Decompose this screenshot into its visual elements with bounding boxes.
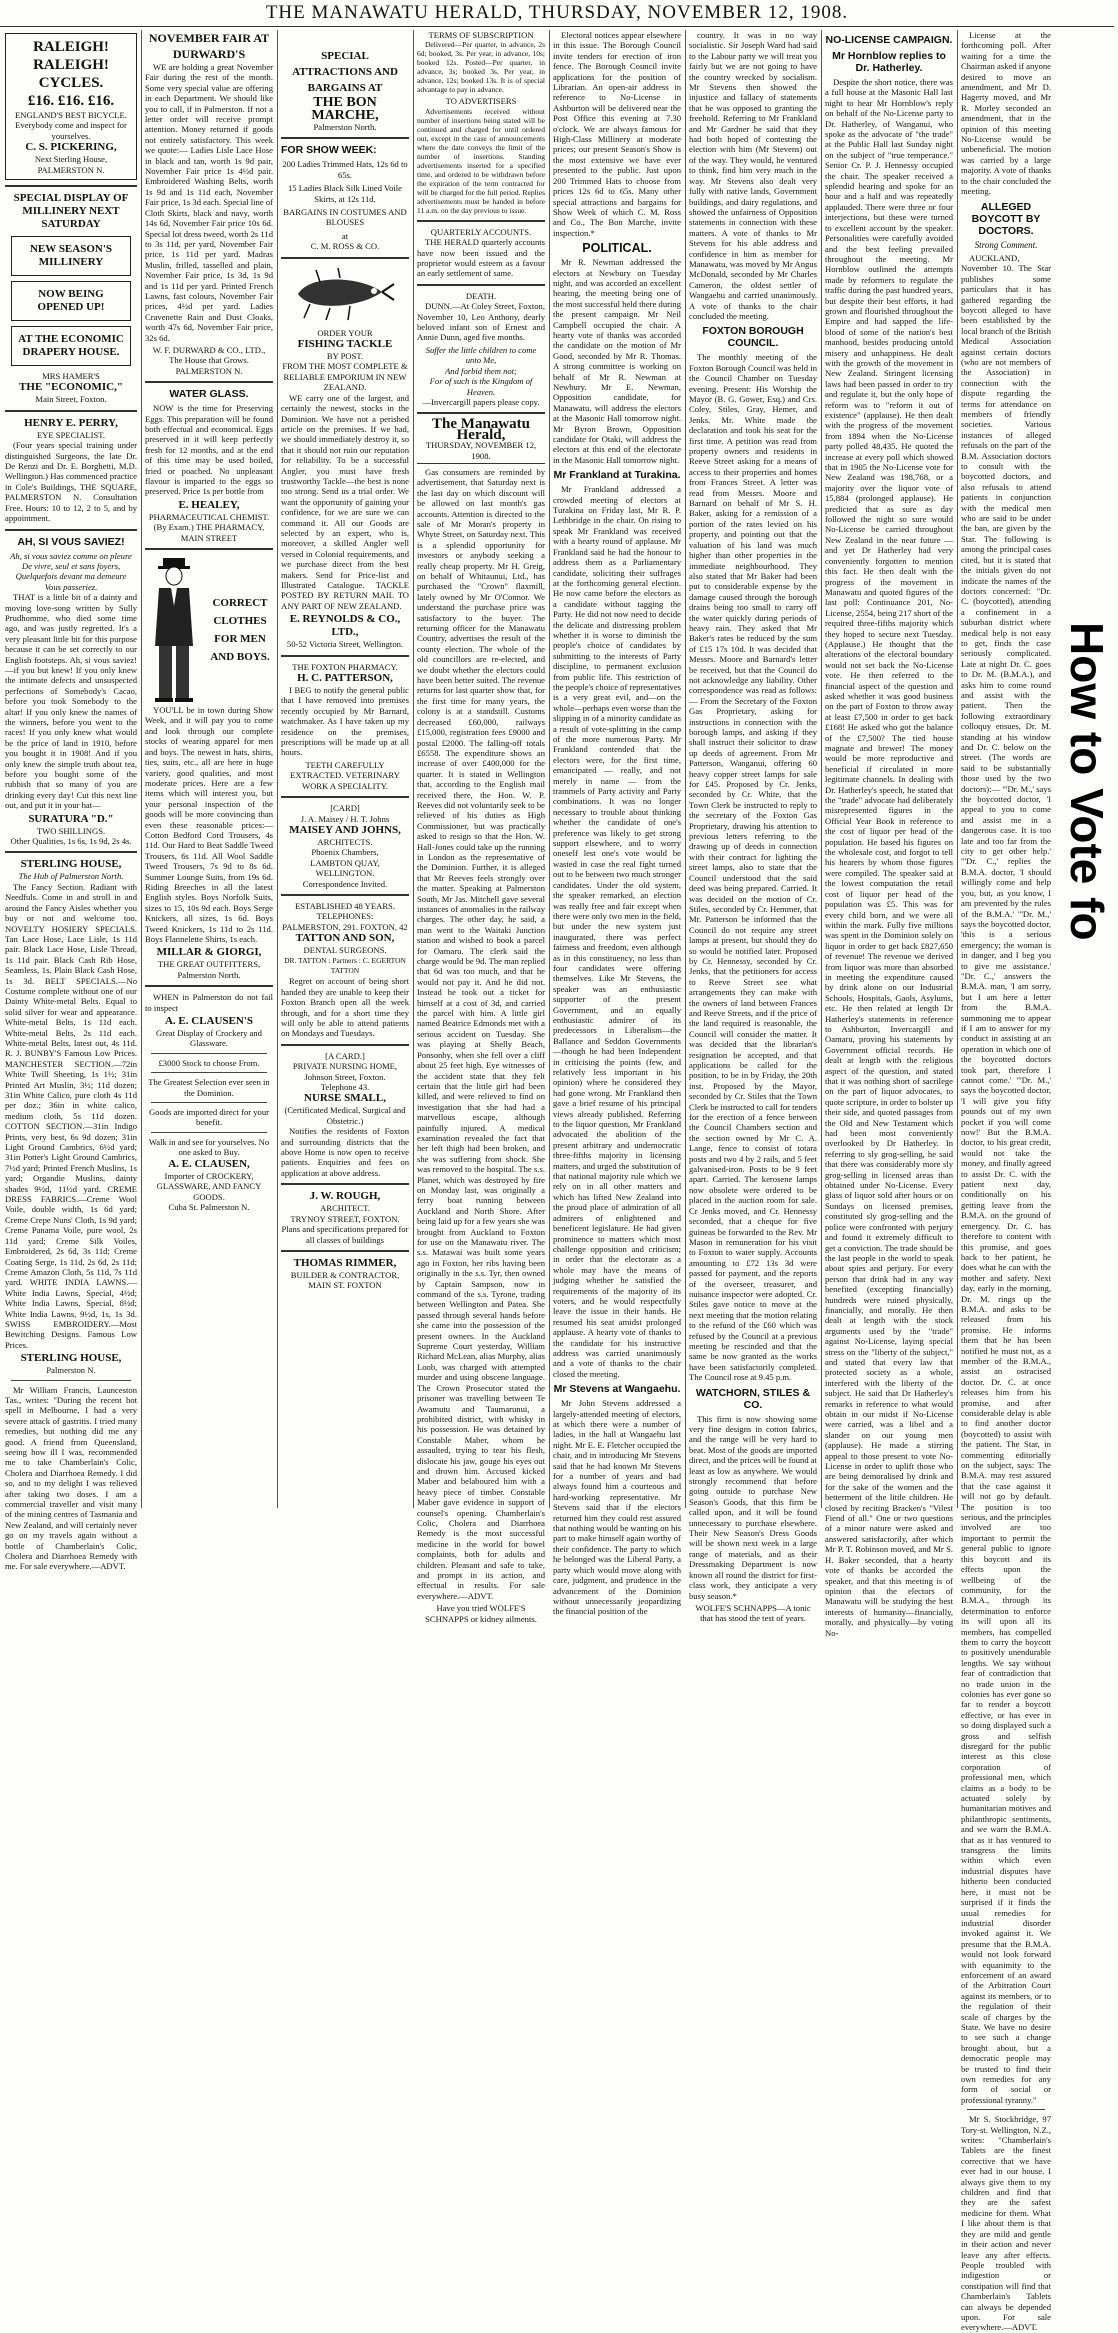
divider	[281, 1183, 409, 1185]
durward-name: W. F. DURWARD & CO., LTD.,	[152, 344, 266, 355]
bon-marche-address: Palmerston North.	[313, 122, 377, 132]
tatton-subtitle: DENTAL SURGEONS.	[303, 945, 387, 956]
rimmer-address: MAIN ST. FOXTON	[308, 1280, 382, 1291]
death-body: DUNN.—At Coley Street, Foxton, November 10, Leo Anthony, dearly beloved infant son of Ernest and Annie Dunn, aged five months.	[417, 301, 545, 343]
foxton-pharmacy: THE FOXTON PHARMACY.	[292, 661, 398, 672]
water-glass-heading: WATER GLASS.	[169, 388, 249, 401]
boycott-heading: ALLEGED BOYCOTT BY DOCTORS.	[971, 200, 1041, 237]
pickering-address: Next Sterling House, PALMERSTON N.	[34, 154, 108, 175]
clausen-goods: Goods are imported direct for your benefit.	[148, 1107, 270, 1128]
show-item-skirts: 15 Ladies Black Silk Lined Voile Skirts, at 12s 11d.	[287, 183, 402, 204]
quarterly-heading: QUARTERLY ACCOUNTS.	[430, 226, 532, 237]
ross-name: C. M. ROSS & CO.	[310, 241, 380, 252]
fishing-emporium: FROM THE MOST COMPLETE & RELIABLE EMPORIUM IN NEW ZEALAND.	[282, 361, 408, 393]
no-license-heading: NO-LICENSE CAMPAIGN.	[825, 34, 953, 46]
clausen-footer-address: Cuba St. Palmerston N.	[168, 1201, 250, 1212]
divider	[281, 894, 409, 896]
divider	[145, 985, 273, 987]
divider	[417, 284, 545, 286]
sterling-body: The Fancy Section. Radiant with Needfuls. Come in and stroll in and around the Fancy Aisles whether you buy or not and welcome too. NOVELTY HOSIERY SPECIALS. Tan Lace Hose, Lace Lisle, 1s 11d pair. Black Lace Hose, Lisle Thread, 1s 11d pair. Black Cash Rib Hose, Seamless, 1s. Plain Black Cash Hose, 1s 3d. BELT SPECIALS.—No Costume complete without one of our Dainty White-metal Belts. Equal to solid silver for wear and appearance. White-metal Belts, 1s 11d each. White-metal Belts, 2s 11d each. White-metal Belts, latest out, 4s 11d. R. J. BUNBY'S Famous Low Prices. MANCHESTER SECTION.—72in White Twill Sheeting, 1s 1½; 31in Printed Art Muslin, 3½; 11d dozen; 31in White Calico, pure cloth 4s 11d per doz.; 36in in white calico, medium cloth, 5s 11d dozen. COTTON SECTION.—31in Indigo Prints, very best, 6s 9d dozen; 31in Light Ground Cambrics, 6½d yard; 31in Potter's Light Ground Cambrics, 7½d yard; Printed French Muslins, 1s yard; Organdie Muslins, dainty shades 9½d, 11½d yard. CREME DRESS FABRICS.—Creme Wool Voile, double width, 1s 6d yard; Creme Crepe Nuns' Cloth, 1s 9d yard; Creme Panama Voile, pure wool, 2s 11d yard; Creme Silk Voiles, Embroidered, 2s 6d, 3s 11d; Creme Coating Serge, 1s 11d, 2s 6d, 2s 11d; Creme Amazon Cloth, 5s 11d, 7s 11d yard. WHITE INDIA LAWNS.—White India Lawns, Special, 4½d; White India Lawns, Special, 8½d; White India Lawns, 9½d, 1s, 1s 3d. SWISS EMBROIDERY.—Most Bewitching Designs. Famous Low Prices.	[5, 881, 137, 1350]
clausen-footer-name: A. E. CLAUSEN,	[168, 1157, 250, 1170]
hornblow-body: Despite the short notice, there was a full house at the Masonic Hall last night to hear Mr Hornblow's reply on behalf of the No-License party to Dr. Hatherley, of Wanganui, who spoke as the advocate of "the trade" at the Public Hall last Sunday night on the subject of "true temperance." Senior Cr. P. J. Hennessy occupied the chair. The speaker received a splendid hearing and spoke for an hour and a half and was repeatedly applauded. There were three or four interjections, but these were turned to excellent account by the speaker. Personalities were carefully avoided and the best feeling prevailed throughout the meeting. Mr Hornblow outlined the attempts made by reformers to regulate the traffic during the past hundred years, but despite their best efforts, it had grown and flourished throughout the Empire and had sapped the life-blood of some of the nation's best manhood, besides producing untold misery and unhappiness. He dealt with the growth of the movement in New Zealand. Stringent licensing laws had been passed in order to try and regulate it, but the only hope of reform was to "reform it out of existence" (applause). He then dealt with the progress of the movement from 1894 when the No-License party polled 48,435. He quoted the increase at every poll which showed that in 1905 the No-License vote for New Zealand was 198,768, or a majority over the liquor vote of 15,884 (prolonged applause). He predicted that as sure as day followed the night so sure would No-License be carried throughout New Zealand in the near future — and yet Dr Hatherley had very conveniently forgotten to mention this fact. He then dealt with the progress of the movement in Manawatu and quoted figures of the last poll: Continuance 201, No-License, 2554, being 217 short of the required three-fifths majority which they hoped to secure next Tuesday. (Applause.) He thought that the alterations of the electoral boundary would not set back the No-License vote. He then referred to the financial aspect of the question and asked whether it was good business on the part of Foxton to throw away at least £7,500 in order to get back £168! He asked who got the balance of the £7,500? The tied house magnate and brewer! The money would be more reproductive and beneficial if circulated in more legitimate channels. In dealing with Dr. Hatherley's speech, he stated that the "trade" advocate had deliberately misrepresented figures in the Official Year Book in reference to the cost of liquor per head of the population. He based his figures on the wholesale cost, and forgot to tell his hearers by whom those figures were compiled. The speaker said at the lowest computation the retail cost of liquor per head of the population was £5. This was for every child born, and we were all within the mark. Fully five millions was spent in the Dominion solely on liquor in order to get back £827,650 of revenue! The revenue we derived from liquor was more than absorbed in meeting the expenditure caused by drink alone on our Industrial Schools, Hospitals, Gaols, Asylums, etc. He then related at length Dr Hatherley's statements in reference to Ashburton, Invercargill and Oamaru, proving his statements by Government official records. He dealt at length with the religious aspect of the question, and stated that it was nothing short of sacrilege on the part of liquor advocates, to quote scripture, in order to bolster up their side, and quoted passages from the Old and New Testament which had been most conveniently overlooked by Dr Hatherley. In referring to sly grog-selling, he said that there was considerably more sly grog-selling in licensed areas than obtained under No-License. Every glass of liquor sold after hours or on Sundays on licensed premises, constituted sly grog-selling and the police were confronted with perjury and found it extremely difficult to get a conviction. The trade should be the last people in the world to speak about spies and perjury. For every person that drink had in any way benefited (excepting financially) hundreds were ruined physically, financially, and morally. He then dealt at length with the stock arguments used by the "trade" against No-License, laying special stress on the "liberty of the subject," and stated that every law that protected society as a whole, interfered with the liberty of the subject. He said that Dr Hatherley's remarks in reference to what would obtain in our midst if No-License were carried, was a libel and a slander on our young men (applause). He made a stirring appeal to those present to vote No-License in order to uplift those who are being demoralised by drink and for the sake of the women and the betterment of the little children. He closed by reciting Bracken's "Vilest Fiend of all." One or two questions of a minor nature were asked and answered satisfactorily, after which Mr P. T. Robinson moved, and Mr S. H. Baker seconded, that a hearty vote of thanks be accorded the speaker, and that this meeting is of opinion that the electors of Manawatu will be studying the best interests of humanity—financially, morally, and physically—by voting No-	[825, 77, 953, 1638]
clothes-advert	[145, 555, 273, 705]
raleigh-tagline: ENGLAND'S BEST BICYCLE.	[15, 110, 127, 120]
raleigh-heading: RALEIGH! RALEIGH! CYCLES.	[33, 39, 109, 91]
francis-testimonial: Mr William Francis, Launceston Tas., writes: "During the recent hot spell in Melbourne, I had a very severe attack of gastritis. I tried many remedies, but nothing did me any good. A friend from Queensland, seeing how ill I was, recommended me to take Chamberlain's Colic, Cholera and Diarrhoea Remedy. I did so, and to my delight I was relieved after taking two doses. I am a commercial traveller and visit many of the mining centres of Tasmania and New Zealand, and will certainly never go on my travels again without a bottle of Chamberlain's Colic, Cholera and Diarrhoea Remedy with me. For sale everywhere.—ADVT.	[5, 1384, 137, 1572]
durward-subtitle: The House that Grows. PALMERSTON N.	[169, 355, 249, 376]
watchorn-heading: WATCHORN, STILES & CO.	[695, 1386, 811, 1411]
column-rule	[685, 30, 686, 1508]
no-license-continued: License at the forthcoming poll. After waiting for a time the Chairman asked if anyone desired to move an amendment, and Mr D. Hagerty moved, and Mr R. Morley seconded an amendment, that in the opinion of this meeting No-License would be unbeneficial. The motion was carried by a large majority. A vote of thanks to the chair concluded the meeting.	[961, 30, 1051, 197]
perry-title: EYE SPECIALIST.	[36, 429, 106, 440]
rough-address: TRYNOY STREET, FOXTON.	[290, 1213, 400, 1224]
divider	[281, 257, 409, 259]
sterling-name: STERLING HOUSE,	[20, 858, 122, 871]
fishing-lure-icon	[290, 264, 400, 324]
show-item-costumes: BARGAINS IN COSTUMES AND BLOUSES	[283, 207, 407, 228]
millinery-box: NEW SEASON'S MILLINERY	[11, 236, 131, 276]
column-3	[281, 30, 409, 1510]
maisey-chambers: Phoenix Chambers,	[311, 847, 379, 858]
drapery-box: AT THE ECONOMIC DRAPERY HOUSE.	[11, 326, 131, 366]
suratura-name: SURATURA "D."	[28, 812, 114, 825]
patterson-name: H. C. PATTERSON,	[297, 672, 393, 685]
maisey-name: MAISEY AND JOHNS,	[289, 823, 401, 836]
nursing-address: Johnson Street, Foxton.	[304, 1071, 386, 1082]
divider	[151, 1072, 267, 1073]
healey-name: E. HEALEY,	[178, 498, 240, 511]
wangaehu-body: Mr John Stevens addressed a largely-attended meeting of electors, at which there were a number of ladies, in the hall at Wangaehu last night. Mr E. E. Fletcher occupied the chair, and in introducing Mr Stevens said that he had known Mr Stevens for a number of years and had always found him a courteous and hard-working representative. Mr Stevens said that if the electors returned him they could rest assured that nothing would be wanting on his part to make himself again worthy of their confidence. The party to which he belonged was the Liberal Party, a party which would move along with care, judgment, and prudence in the advancement of the Dominion without unnecessarily jeopardizing the financial position of the	[553, 1398, 681, 1617]
sterling-footer-address: Palmerston N.	[46, 1365, 96, 1376]
schnapps-note: Have you tried WOLFE'S SCHNAPPS or kidney ailments.	[425, 1603, 537, 1624]
divider	[145, 548, 273, 550]
saviez-heading: AH, SI VOUS SAVIEZ!	[17, 535, 125, 548]
divider	[151, 1102, 267, 1103]
clausen-stock: £3000 Stock to choose From.	[158, 1057, 260, 1068]
clausen-footer-subtitle: Importer of CROCKERY, GLASSWARE, AND FANCY GOODS.	[156, 1170, 262, 1202]
turakina-body: Mr Frankland addressed a crowded meeting of electors at Turakina on Friday last, Mr R. P. Lethbridge in the chair. On rising to speak Mr Frankland was received with a hearty round of applause. Mr Frankland said he had the honour to address them as a Parliamentary candidate, soliciting their suffrages at the forthcoming general election. He now came before the electors as a candidate without tagging the Party. He did not now need to decide the delicate and distressing problem whether it is worse to diminish the people's choice of candidates by submitting to the interests of Party discipline, to permanent exclusion from public life. This restriction of the people's choice of representatives is a very great evil, and—on the whole—perhaps even worse than the slipping in of a minority candidate as a result of vote-splitting in the camp of the more numerous Party. Mr Frankland contended that the electors were, for the first time, emancipated — really, and not merely in name — from the trammels of Party activity and Party combinations. It was no longer necessary to trouble about thinking whether the candidate of one's preference was likely to get strong support elsewhere, and to worry oneself lest one's vote would be wasted in case the real fight turned out to be between two much stronger candidates. Under the old system, the speaker remarked, an election was really free and fair except when there were only two men in the field, but under the new system just inaugurated, there was perfect fairness and freedom, even although as in this constituency, no less than four candidates were offering themselves. Like Mr Stevens, the speaker was an enthusiastic supporter of the present Government, and an equally enthusiastic admirer of its predecessors in Liberalism—the Ballance and Seddon Governments—though he had been Independent in criticising the points (few, and relatively less important in his opinion) where he considered they had gone wrong. Mr Frankland then gave a brief resume of his principal views already published. Referring to the liquor question, Mr Frankland advocated the abolition of the present arbitrary and undemocratic three-fifths majority in licensing matters, and urged the substitution of that national majority rule which we rely on in all other matters and which has lifted New Zealand into the proud place of admiration of all admirers of enlightened and beneficent legislature. He had given prominence to matters which most challenge opposition and criticism; in order that the electorate as a whole may have the means of judging whether he satisfied the requirements of the majority of its voters, and he would respectfully leave the issue in their hands. He resumed his seat amidst prolonged applause. A hearty vote of thanks to the candidate for his instructive address was carried unanimously and a vote of thanks to the chair closed the meeting.	[553, 484, 682, 1379]
clausen-selection: The Greatest Selection ever seen in the Dominion.	[148, 1077, 270, 1098]
nursing-home: PRIVATE NURSING HOME,	[292, 1061, 398, 1072]
nurse-name: NURSE SMALL,	[304, 1092, 386, 1105]
watchorn-body: This firm is now showing some very fine designs in cotton fabrics, and the range will be very hard to beat. Most of the goods are imported direct, and the prices will be found at least as low as anywhere. We would strongly recommend that before going outside to purchase New Season's Goods, that this firm be called upon, and it will be found unnecessary to purchase elsewhere. Their New Season's Dress Goods will be shown next week in a large range of materials, and as their Dressmaking Department is now known all round the district for first-class work, they anticipate a very busy season.*	[689, 1413, 817, 1601]
tatton-telephones: PALMERSTON, 291. FOXTON, 42	[282, 921, 408, 932]
clausen-name: A. E. CLAUSEN'S	[164, 1015, 254, 1028]
raleigh-invite: Everybody come and inspect for yourselves.	[15, 120, 127, 141]
show-item-hats: 200 Ladies Trimmed Hats, 12s 6d to 65s.	[282, 159, 408, 180]
reynolds-name: E. REYNOLDS & CO., LTD.,	[289, 613, 401, 639]
november-fair-heading: NOVEMBER FAIR AT DURWARD'S	[148, 31, 270, 61]
economic-name: THE "ECONOMIC,"	[19, 381, 123, 394]
foxton-council-body: The monthly meeting of the Foxton Borough Council was held in the Council Chamber on Tuesday evening. Present: His Worship the Mayor (B. G. Gower, Esq.) and Crs. Coley, Stiles, Gray, Hemer, and Jenks. Mr. White made the declaration and took his seat for the first time. A petition was read from property owners and residents in Reeve Street asking for a means of access to their properties and homes from Frances Street. A letter was read from Messrs. Moore and Barnard on behalf of Mr S. H. Baker, asking for a remission of a portion of the rates levied on his property, and pointing out that the valuation of his land was much higher than other properties in the immediate neighbourhood. They also stated that Mr Baker had been put to considerable expense by the damage caused through the borough drains being too small to carry off the water quickly during periods of heavy rain. They asked that Mr Baker's rates be reduced by the sum of £15 17s 10d. It was decided that Messrs. Moore and Barnard's letter be received, but that the Council do not acknowledge any liability. Other correspondence was read as follows:— From the Secretary of the Foxton Gas Proprietary, asking for instructions in connection with the borough lamps, and asking if they shall instruct their solicitor to draw up deeds of agreement. From Mr Patterson, Wanganui, offering 60 heavy copper street lamps for sale for £45. Proposed by Cr. Jenks, seconded by Cr. White, that the Town Clerk be instructed to reply to the secretary of the Foxton Gas Proprietary, drawing his attention to previous letters referring to the drawing up of deeds in connection with their contract for lighting the street lamps, also to state that the Council understood that the said deed was being prepared. Carried. It was decided on the motion of Cr. Stiles, seconded by Cr. Hemmer, that Mr. Patterson be informed that the Council do not require any street lamps at present, but should they do so would be notified later. Proposed by Cr. Hennessy, seconded by Cr. Jenks, that the petitioners for access to Reeve Street see what arrangements they can make with the owners of land between Frances and Reeve Streets, and if the price of the land required is reasonable, the Council will consider the matter. It was decided that the librarian's resignation be accepted, and that applications be called for the position, to be in by Friday, the 20th inst. Proposed by the Mayor, seconded by Cr. Stiles that the Town Clerk be instructed to call for tenders for the erection of a fence between the Council Chambers section and the section owned by Mr C. A. Lange, fence to consist of totara posts and two 4 by 2 rails, and 5 feet galvanised-iron. Posts to be 9 feet apart. Carried. The kerosene lamps now obsolete were ordered to be placed in the auction room for sale. Cr Jenks moved, and Cr. Hennessy seconded, that a cheque for five guineas be forwarded to the Rev. Mr Mason in remuneration for his visit to Foxton to water supply. Accounts amounting to £72 13s 3d were passed for payment, and the reports of the overseer, treasurer, and nuisance inspector were adopted. Cr. Stiles gave notice to move at the next meeting that the motion relating to the refund of the £60 which was refused by the Council at a previous meeting be rescinded and that the same be now granted as the works have been satisfactorily completed. The Council rose at 9.45 p.m.	[689, 352, 817, 1383]
pickering-name: C. S. PICKERING,	[25, 141, 117, 154]
maisey-subtitle: ARCHITECTS.	[317, 836, 373, 847]
bon-marche-name: THE BON MARCHE,	[311, 95, 379, 123]
column-2	[145, 30, 273, 1510]
divider	[281, 655, 409, 657]
column-rule	[957, 30, 958, 1508]
rough-subtitle: ARCHITECT.	[320, 1203, 370, 1214]
quarterly-body: THE HERALD quarterly accounts have now been issued and the proprietor would esteem as a favour an early settlement of same.	[417, 237, 545, 279]
death-note: —Invercargill papers please copy.	[422, 396, 540, 407]
fishing-tackle: FISHING TACKLE	[297, 338, 393, 351]
wangaehu-heading: Mr Stevens at Wangaehu.	[553, 1383, 681, 1396]
card-label: [CARD]	[330, 803, 360, 814]
wangaehu-continued: country. It was in no way socialistic. Sir Joseph Ward had said to the Labour party we will treat you fairly but we are not going to have the country wrecked by socialism. Mr Stevens then showed the injustice and fallacy of statements that he was opposed to granting the freehold. Referring to Mr Frankland and Mr Gardner he said that they had both hoped of contesting the election with him (Mr Stevens) out of the way. They would, he ventured to think, find him very much in the way. Mr Stevens also dealt very fully with native lands, Government buildings, and dairy regulations, and showed the unfairness of Opposition statements in connection with these matters. A vote of thanks to Mr Stevens for his able address and confidence in him as member for Manawatu, was moved by Mr Angus McDonald, seconded by Mr Charles Cameron, the oldest settler of Wangaehu and carried unanimously. A vote of thanks to the chair concluded the meeting.	[689, 30, 817, 321]
tatton-name: TATTON AND SON,	[295, 932, 395, 945]
column-5	[553, 30, 682, 1617]
terms-body: Delivered—Per quarter, in advance, 2s 6d; booked, 3s. Per year, in advance, 10s; booked 12s. Posted—Per quarter, in advance, 3s; booked 3s. Per year, in advance, 12s; booked 13s. It is of special advantage to pay in advance.	[417, 40, 545, 95]
fishing-order: ORDER YOUR	[317, 327, 373, 338]
paper-date: THURSDAY, NOVEMBER 12, 1908.	[417, 440, 545, 464]
divider	[417, 412, 545, 414]
column-4	[417, 30, 545, 1624]
fishing-post: BY POST.	[326, 351, 364, 362]
column-rule	[549, 30, 550, 1508]
bon-heading: SPECIAL ATTRACTIONS AND BARGAINS AT	[292, 50, 398, 94]
divider	[5, 529, 137, 531]
tatton-partners: DR. TATTON : Partners : C. EGERTON TATTON	[284, 955, 406, 975]
column-8	[961, 30, 1051, 2333]
death-verse: Suffer the little children to come unto Me, And forbid them not; For of such is the Kingdom of Heaven.	[425, 344, 537, 397]
millar-name: MILLAR & GIORGI,	[156, 946, 262, 959]
divider	[145, 381, 273, 383]
perry-name: HENRY E. PERRY,	[24, 416, 118, 429]
patterson-body: I BEG to notify the general public that I have removed into premises recently occupied by Mr Barnard, watchmaker. As I have taken up my residence on the premises, prescriptions will be made up at all hours.	[281, 685, 409, 758]
maisey-partners: J. A. Maisey / H. T. Johns	[300, 813, 390, 824]
rough-body: Plans and specifications prepared for all classes of buildings	[281, 1224, 409, 1245]
raleigh-prices: £16. £16. £16.	[27, 93, 115, 109]
healey-subtitle: PHARMACEUTICAL CHEMIST. (By Exam.) THE PHARMACY, MAIN STREET	[148, 511, 270, 543]
rimmer-name: THOMAS RIMMER,	[293, 1256, 397, 1269]
millar-body: YOU'LL be in town during Show Week, and it will pay you to come and look through our complete stocks of wearing apparel for men and boys. The newest in hats, shirts, ties, suits, etc., all are here in huge variety, good qualities, and most moderate prices. Here are a few items which will interest you, but your personal inspection of the goods will be more convincing than even these reasonable prices:— Cotton Bedford Cord Trousers, 4s 11d. Our Hard to Beat Saddle Tweed Trousers, 6s 11d. All Wool Saddle Tweed Trousers, 7s 9d to 8s 6d. Summer Lounge Suits, from 19s 6d. Riding Breeches in all the latest English styles. Boys Norfolk Suits, sizes to 15, 10s 9d each. Boys Serge Knickers, all sizes, 1s 6d. Boys Tweed Knickers, 1s 11d to 2s 11d. Boys Flannelette Shirts, 1s each.	[145, 705, 273, 944]
column-rule	[413, 30, 414, 1508]
divider	[967, 2109, 1045, 2110]
opening-box: NOW BEING OPENED UP!	[11, 281, 131, 321]
millinery-display-heading: SPECIAL DISPLAY OF MILLINERY NEXT SATURDAY	[13, 192, 129, 231]
divider	[417, 220, 545, 222]
vertical-overlay-label: How to Vote fo	[1061, 622, 1113, 941]
clausen-walk: Walk in and see for yourselves. No one asked to Buy.	[148, 1136, 270, 1158]
rimmer-subtitle: BUILDER & CONTRACTOR,	[290, 1269, 400, 1280]
divider	[11, 1380, 131, 1381]
rough-name: J. W. ROUGH,	[309, 1190, 381, 1203]
suratura-other: Other Qualities, 1s 6s, 1s 9d, 2s 4s.	[10, 836, 132, 847]
vertical-overlay-text	[1050, 600, 1118, 950]
nursing-telephone: Telephone 43.	[320, 1082, 370, 1093]
divider	[281, 1250, 409, 1252]
boycott-subheading: Strong Comment.	[974, 239, 1038, 250]
local-notices: Electoral notices appear elsewhere in this issue. The Borough Council invite tenders for erection of iron fence. The Borough Council invite applications for the position of Librarian. An open-air address in reference to No-License in Ashburton will be delivered near the Post Office this evening at 7.30 o'clock. We are always famous for High-Class Millinery at moderate prices; our present Season's Show is the most extensive we have ever presented to the public. Just upon 200 Trimmed Hats to choose from prices 12s 6d to 65s. Many other special attractions and bargains for Show Week of which C. M. Ross and Co., The Bon Marche, invite inspection.*	[553, 30, 681, 238]
column-6	[689, 30, 817, 1624]
maisey-correspondence: Correspondence Invited.	[302, 878, 388, 889]
show-at: at	[341, 230, 349, 241]
divider	[5, 851, 137, 853]
reynolds-address: 50-52 Victoria Street, Wellington.	[286, 639, 404, 650]
divider	[151, 1053, 267, 1054]
divider	[151, 1132, 267, 1133]
sterling-subtitle: The Hub of Palmerston North.	[18, 871, 124, 882]
political-body: Mr R. Newman addressed the electors at Newbury on Tuesday night, and was accorded an excellent hearing, the meeting being one of the most successful held there during the present campaign. Mr Neil Campbell occupied the chair. A hearty vote of thanks was accorded the candidate on the motion of Mr Good, seconded by Mr R. Thomas. A strong committee is working on behalf of Mr R. Newman at Newbury. Mr E. Newman, Opposition candidate, for Manawatu, will address the electors at the Masonic Hall tomorrow night. Mr Byron Brown, Opposition candidate for Otaki, will address the electors at this end of the electorate in the Masonic Hall tomorrow night.	[553, 257, 681, 465]
clausen-intro: WHEN in Palmerston do not fail to inspect	[145, 992, 273, 1013]
card2-label: [A CARD.]	[325, 1050, 365, 1061]
terms-heading: TERMS OF SUBSCRIPTION	[428, 30, 534, 40]
column-7	[825, 30, 953, 1638]
november-fair-body: WE are holding a great November Fair during the rest of the month. Some very special value are offering in each Department. We should like you to call, if in Palmerston. If not a letter order will receive prompt attention. Money returned if goods not entirely satisfactory. This week we quote:— Ladies Lisle Lace Hose in black and tan, worth 1s 9d pair, November Fair price 1s 4½d pair. Embroidered Washing Belts, worth 1s 9d and 1s 11d each, November Fair price, 1s 3d each. Special line of Cloth Skirts, black and navy, worth 14s 6d, November Fair price 10s 6d. Special lot dress tweed, worth 2s 11d to 3s 11d, per yard, November Fair price, 1s 11d per yard. Madras Muslin, frilled, tasselled and plain, November Fair price, 1s 3d, 1s 9d and 1s 11d per yard. Printed French Lawns, fast colours, November Fair prices, 4½d per yard. Ladies Cravenette Rain and Dust Cloaks, worth 47s 6d, November Fair price, 32s 6d.	[145, 62, 273, 343]
news-paragraphs: Gas consumers are reminded by advertisement, that Saturday next is the last day on which discount will be allowed on last month's gas accounts. Attention is directed to the sale of Mr Moran's property in Whyte Street, on Saturday next. This is a splendid opportunity for investors or anybody seeking a really cheap property. Mr H. Greig, on behalf of Whitaunui, Ltd., has purchased the "Crown" flaxmill, lately owned by Mr O'Connor. We understand the purchase price was satisfactory to the buyer. The returning officer for the Manawatu Country, advertises the result of the county election. The whole of the old councillors are re-elected, and we doubt whether the electors could have been better suited. The revenue returns for last quarter show that, for the first time for many years, the colony is at a standstill. Customs decreased £60,000, railways £15,000, registration fees £9000 and postal £2000. The falling-off totals £6558. The expenditure shows an increase of over £400,000 for the quarter. It is stated in Wellington that, according to the English mail received there, the Hon. W. P. Reeves did not voluntarily seek to be relieved of his duties as High Commissioner, but was practically asked to resign so that the Hon. W. Hall-Jones could take up the running in London as the representative of the Dominion. Further, it is alleged that Mr Reeves feels strongly over the matter. Speaking at Palmerston South, Mr Jas. Mitchell gave several instances of anomalies in the railway charges. The other day, he said, a man went to the Waitaki Junction station and wished to book a parcel for Oamaru. The clerk said the charge would be 9d. The man replied that 6d was too much, and that he would not pay it. And he did not. Instead he took out a ticket for himself at a cost of 3d, and carried the parcel with him. A little girl named Beatrice Edmonds met with a serious accident on Tuesday. She was playing at Shelly Beach, Ponsonby, when she fell over a cliff about 25 feet high. Eye witnesses of the accident state that they felt certain that the little girl had been killed, and were relieved to find on investigation that she had had a marvellous escape, although painfully injured. A medical examination revealed the fact that her left thigh had been broken, and she was suffering from shock. She was removed to the hospital. The s.s. Planet, which was destroyed by fire on Monday last, was originally a ferry boat running between Auckland and North Shore. After being laid up for a few years she was brought from Auckland to Foxton for use on the Manawatu river. The s.s. Matawai was built some years ago in Foxton, her ribs having been originally in the s.s. Tyr, then owned by Captain Sampson, now in command of the s.s. Tyrone, trading between Wellington and Patea. She passed through several hands before she came into the possession of the present owners. In the Auckland Supreme Court yesterday, William Richard McLean, alias Murphy, alias Loob, was charged with attempted murder and using obscene language. The Crown Prosecutor stated the prisoner was travelling between Te Awamutu and Taumarunui, a prohibited district, with whisky in his possession. He was detained by Constable Maber, whom he assaulted, trying to tear his flesh, dislocate his jaw, gouge his eyes out and drown him. Accused kicked Maber and belaboured him with a heavy piece of timber. Constable Maber gave evidence in support of counsel's opening. Chamberlain's Colic, Cholera and Diarrhoea Remedy is the most successful medicine in the world for bowel complaints, both for adults and children. Pleasant and safe to take, and prompt in its action, and effectual in results. For sale everywhere.—ADVT.	[417, 466, 545, 1601]
water-glass-body: NOW is the time for Preserving Eggs. This preparation will be found both effectual and economical. Eggs preserved in it will keep perfectly fresh for 12 months, and at the end of this time may be used boiled, fried or poached. No unpleasant flavour is imparted to the eggs so preserved. Price 1s per bottle from	[145, 403, 273, 497]
column-rule	[821, 30, 822, 1508]
perry-body: (Four years special training under distinguished Surgeons, the late Dr. De Renzi and Dr. E. Borghetti, M.D. Wellington.) Has commenced practice in Cole's Buildings, THE SQUARE, PALMERSTON N. Consultation Free. Hours: 10 to 12, 2 to 5, and by appointment.	[5, 440, 137, 524]
suratura-price: TWO SHILLINGS.	[36, 825, 106, 836]
man-illustration-icon	[145, 556, 203, 704]
divider	[281, 796, 409, 798]
hamer-name: MRS HAMER'S	[42, 371, 100, 382]
paper-title: The Manawatu Herald,	[432, 416, 530, 443]
divider	[281, 1044, 409, 1046]
tatton-telephones-label: TELEPHONES:	[316, 911, 374, 922]
tatton-body: Regret on account of being short handed they are unable to keep their Foxton Branch open all the week through, and for a short time they will only be able to attend patients on Mondays and Tuesdays.	[281, 976, 409, 1039]
advertisers-body: Advertisements received without number of insertions being stated will be continued and charged for until ordered out, except in the case of announcements where the date conveys the limit of the number of insertions. Standing advertisements inserted for a specified time, and ordered to be withdrawn before the expiration of the term contracted for will be charged for the full period. Replies advertisements must be handed in before 11 a.m. on the day previous to issue.	[417, 106, 545, 215]
political-heading: POLITICAL.	[582, 241, 652, 256]
column-rule	[277, 30, 278, 1508]
tatton-established: ESTABLISHED 48 YEARS.	[295, 900, 395, 911]
teeth-note: TEETH CAREFULLY EXTRACTED. VETERINARY WORK A SPECIALITY.	[290, 759, 400, 791]
economic-address: Main Street, Foxton.	[35, 394, 107, 405]
maisey-address: LAMBTON QUAY, WELLINGTON.	[310, 857, 380, 879]
divider	[5, 185, 137, 187]
boycott-body: AUCKLAND, November 10. The Star publishes some particulars that it has gathered regarding the boycott alleged to have been established by the local branch of the British Medical Association against certain doctors (who are not members of the Association) in connection with the dispute regarding the terms for attendance on members of friendly societies. Various instances of alleged refusals on the part of the B.M. Association doctors to consult with the boycotted doctors, and also refusals to attend patients in conjunction with the medical men who are said to be under the ban, are given by the Star. The following is among the principal cases cited, but it is stated that the initials given do not indicate the names of the doctors concerned: "Dr. C. (boycotted), attending a confinement in a suburban district where medical help is not easy to get, finds the case seriously complicated. Late at night Dr. C. goes to Dr. M. (B.M.A.), and asks him to come round and assist with the patient. Then the following extraordinary colloquy ensues, Dr. M. standing at his window and Dr. C. below on the street. (The words are said to be substantially those used by the two doctors):— "'Dr. M.,' says the boycotted doctor, 'I appeal to you to come and assist me in a dangerous case. It is too late and too far from the city to get other help.' "'Dr. C.,' replies the B.M.A. doctor, 'I should willingly come and help you, but, as you know, I am prevented by the rules of the B.M.A.' "'Dr. M.,' says the boycotted doctor, 'this is a serious emergency; the woman is in danger, and I beg you to give me assistance.' "Dr. C.,' answers the B.M.A. man, 'I am sorry, but I am here a letter from the B.M.A. summoning me to appear if I am to answer for my conduct in assisting at an operation in which one of the boycotted doctors took part, therefore I cannot come.' "'Dr. M.,' says the boycotted doctor, 'I will give you fifty pounds out of my own pocket if you will come now!' But the B.M.A. doctor, to his great credit, would not take the money, and finally agreed to assist Dr. C. with the patient next day, conditionally on his getting leave from the B.M.A. on the ground of emergency. Dr. C. has therefore to content with this promise, and goes back to her patient, he does what he can with the mother and safety. Next day, early in the morning, Dr. M. rings up the B.M.A. and asks to be released from his promise. He informs them that he has been notified he must not, as a member of the B.M.A., assist an ostracised doctor. Dr. C. at once releases him from his promise, and after considerable delay is able to find another doctor (boycotted) to assist with the patient. The Star, in commenting editorially on the subject, says: The B.M.A. may rest assured that the case against it will not go by default. The position is too serious, and the principles involved are too important to permit the general public to ignore this boycott and its effects upon the wellbeing of the community, for the B.M.A., through its determination to enforce its will upon all its members, has compelled them to carry the boycott to positively unendurable lengths. We say without fear of contradiction that no trade union in the colonies has ever gone so far to render a boycott effective, or has ever in so doing displayed such a gross and selfish disregard for the public interest as this close corporation of professional men, which claims as a body to be actuated solely by humanitarian motives and philanthropic sentiments, and we warn the B.M.A. that as it has ventured to transgress the limits within which even industrial disputes have hitherto been conducted here, it must not be surprised if it finds the usual remedies for industrial disorder invoked against it. We presume that the B.M.A. would not look forward with equanimity to the enforcement of an award of the Arbitration Court against its members, or to the regulation of their scale of charges by the State. We have no desire to see such a change brought about, but a democratic people may be trusted to find their own remedies for any form of social or professional tyranny."	[961, 252, 1051, 2105]
turakina-heading: Mr Frankland at Turakina.	[553, 469, 681, 482]
millar-subtitle: THE GREAT OUTFITTERS, Palmerston North.	[157, 959, 261, 980]
hornblow-heading: Mr Hornblow replies to Dr. Hatherley.	[832, 50, 946, 74]
column-rule	[141, 30, 142, 1508]
divider	[281, 137, 409, 139]
foxton-council-heading: FOXTON BOROUGH COUNCIL.	[702, 325, 804, 350]
schnapps-footer: WOLFE'S SCHNAPPS—A tonic that has stood the test of years.	[695, 1602, 811, 1624]
raleigh-advert	[5, 33, 137, 180]
saviez-body: THAT is a little bit of a dainty and moving love-song written by Sully Prudhomme, who died some time ago, and was justly regretted. It's a very pleasant little bit for this purpose because it can be set correctly to our English footsteps. Ah, si vous saviez!—if you but knew! If you only knew the intimate defects and unsuspected perfections of Somebody's Cacao, before you took Somebody to the altar! If you only knew the names of the winners, before you went to the races! If you only knew what would be the price of land in 1910, before you bought it in 1908! And if you only knew the simple truth about tea, before you bought some of the rubbish that so many of you are drinking every day! Cut this next line out, and put it in your hat—	[5, 592, 137, 811]
clothes-heading: CORRECT CLOTHES FOR MEN AND BOYS.	[210, 597, 270, 664]
show-week-heading: FOR SHOW WEEK:	[281, 144, 377, 157]
column-1	[5, 30, 137, 1572]
saviez-verse: Ah, si vous saviez comme on pleure De vivre, seul et sans foyers, Quelquefois devant ma demeure Vous passeriez.	[10, 550, 132, 592]
nurse-body: Notifies the residents of Foxton and surrounding districts that the above Home is now open to receive patients. Enquiries and fees on application at above address.	[281, 1126, 409, 1178]
nurse-subtitle: (Certificated Medical, Surgical and Obstetric.)	[284, 1105, 406, 1126]
stockbridge-testimonial: Mr S. Stockbridge, 97 Tory-st. Wellington, N.Z., writes: "Chamberlain's Tablets are the finest corrective that we have ever had in our house. I always give them to my children and find that they are the safest medicine for them. What I like about them is that they are mild and gentle in their action and never leave any after effects. People troubled with indigestion or constipation will find that Chamberlain's Tablets can always be depended upon. For sale everywhere.—ADVT.	[961, 2114, 1051, 2333]
advertisers-heading: TO ADVERTISERS	[445, 96, 517, 107]
sterling-footer-name: STERLING HOUSE,	[20, 1352, 122, 1365]
fishing-body: WE carry one of the largest, and certainly the newest, stocks in the Dominion. We have not a perished article on the premises. If we had, we should immediately destroy it, so that it should not ruin our reputation for reliability. To be a successful Angler, you must have fresh trustworthy Tackle—the best is none too strong. Send us a trial order. We want the opportunity of gaining your confidence, for we are sure we can command it. All our Goods are selected by an expert, who is, moreover, a skilled Angler well versed in Colonial requirements, and we purchase direct from the best makers. Send for Price-list and Illustrated Catalogue. TACKLE POSTED BY RETURN MAIL TO ANY PART OF NEW ZEALAND.	[281, 392, 409, 611]
clausen-subtitle: Great Display of Crockery and Glassware.	[156, 1028, 262, 1049]
death-heading: DEATH.	[465, 290, 497, 301]
divider	[5, 410, 137, 412]
masthead: THE MANAWATU HERALD, THURSDAY, NOVEMBER 12, 1908.	[0, 0, 1114, 27]
